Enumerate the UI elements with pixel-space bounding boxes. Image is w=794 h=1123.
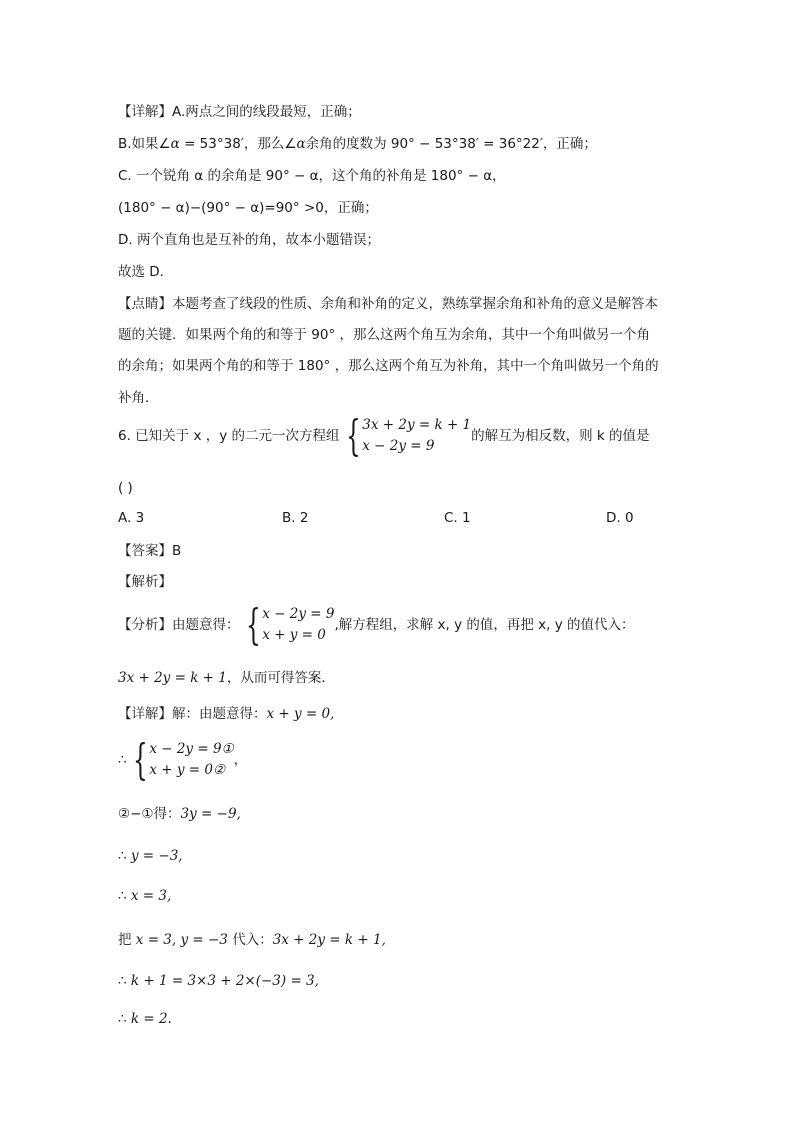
detail-solution-line [118, 704, 334, 724]
system-comma: ， [233, 752, 248, 768]
detail-c-calc: (180° − α)−(90° − α)=90° >0，正确； [118, 200, 378, 216]
step-4 [118, 930, 386, 950]
therefore-symbol: ∴ [118, 973, 127, 989]
answer-paren: ( ) [118, 480, 133, 496]
step-6-equation: k = 2. [130, 1011, 172, 1027]
option-d: D. 0 [606, 510, 634, 526]
question-6-prefix: 6. 已知关于 x ，y 的二元一次方程组 [118, 428, 340, 444]
sum-zero-equation: x + y = 0, [266, 706, 335, 722]
equation-2: x − 2y = 9 [362, 438, 435, 454]
step-3 [118, 886, 171, 906]
brace-icon: { [345, 411, 361, 460]
step-2-equation: y = −3, [130, 848, 183, 864]
analyze-equation-1: x − 2y = 9 [262, 606, 335, 622]
option-a: A. 3 [118, 510, 145, 526]
question-6 [118, 411, 650, 460]
step-1-text: ②−①得： [118, 806, 181, 822]
step-2 [118, 846, 183, 866]
system-equation-2: x + y = 0② [149, 762, 226, 778]
b-text-part1: B.如果∠ [118, 136, 171, 152]
b-text-part3: 余角的度数为 90° − 53°38′ = 36°22′，正确； [305, 136, 597, 152]
detail-b-line [118, 134, 597, 154]
analyze-equation-2: x + y = 0 [262, 627, 326, 643]
analyze-line-2 [118, 668, 335, 688]
system-2 [118, 735, 248, 784]
detail-a-line [118, 102, 361, 122]
step-1 [118, 804, 241, 824]
analyze-prefix: 【分析】由题意得： [118, 617, 240, 633]
choose-line: 故选 D． [118, 264, 174, 280]
b-text-part2: = 53°38′，那么∠ [179, 136, 297, 152]
point-line-2: 题的关键．如果两个角的和等于 90° ，那么这两个角互为余角，其中一个角叫做另一个角 [118, 327, 651, 343]
question-6-suffix: 的解互为相反数，则 k 的值是 [471, 428, 650, 444]
option-c: C. 1 [444, 510, 471, 526]
solution-system [127, 735, 234, 784]
brace-icon: { [245, 600, 261, 649]
step-4-equation: 3x + 2y = k + 1, [272, 932, 386, 948]
therefore-symbol: ∴ [118, 848, 127, 864]
point-heading: 【点睛】 [118, 296, 172, 312]
step-3-equation: x = 3, [130, 888, 172, 904]
step-5 [118, 971, 319, 991]
target-equation: 3x + 2y = k + 1 [118, 670, 227, 686]
detail-solution-prefix: 【详解】解：由题意得： [118, 706, 267, 722]
analysis-heading: 【解析】 [118, 574, 172, 590]
step-4-prefix: 把 [118, 932, 136, 948]
answer-line: 【答案】B [118, 543, 182, 559]
alpha-symbol: α [296, 136, 306, 152]
system-equation-1: x − 2y = 9① [149, 741, 234, 757]
point-line-3: 的余角；如果两个角的和等于 180° ，那么这两个角互为补角，其中一个角叫做另一个角的 [118, 358, 659, 374]
analyze-conclusion: ，从而可得答案． [226, 670, 335, 686]
analyze-line [118, 600, 635, 649]
therefore-symbol: ∴ [118, 888, 127, 904]
detail-heading: 【详解】 [118, 104, 172, 120]
step-4-mid: 代入： [227, 932, 273, 948]
therefore-symbol: ∴ [118, 1011, 127, 1027]
option-b: B. 2 [282, 510, 309, 526]
brace-icon: { [132, 735, 148, 784]
therefore-symbol: ∴ [118, 752, 127, 768]
analyze-suffix: ,解方程组，求解 x, y 的值，再把 x, y 的值代入： [334, 617, 635, 633]
point-line-1 [118, 294, 658, 314]
alpha-symbol: α [170, 136, 180, 152]
point-text: 本题考查了线段的性质、余角和补角的定义，熟练掌握余角和补角的意义是解答本 [172, 296, 658, 312]
detail-d-line: D. 两个直角也是互补的角，故本小题错误； [118, 232, 380, 248]
step-4-values: x = 3, y = −3 [135, 932, 228, 948]
equation-1: 3x + 2y = k + 1 [362, 417, 472, 433]
point-line-4: 补角． [118, 390, 159, 406]
detail-c-line: C. 一个锐角 α 的余角是 90° − α，这个角的补角是 180° − α， [118, 168, 506, 184]
analyze-system [240, 600, 335, 649]
step-1-equation: 3y = −9, [180, 806, 241, 822]
equation-system [340, 411, 472, 460]
option-a-explanation: A.两点之间的线段最短，正确； [172, 104, 361, 120]
step-5-equation: k + 1 = 3×3 + 2×(−3) = 3, [130, 973, 319, 989]
step-6 [118, 1009, 172, 1029]
